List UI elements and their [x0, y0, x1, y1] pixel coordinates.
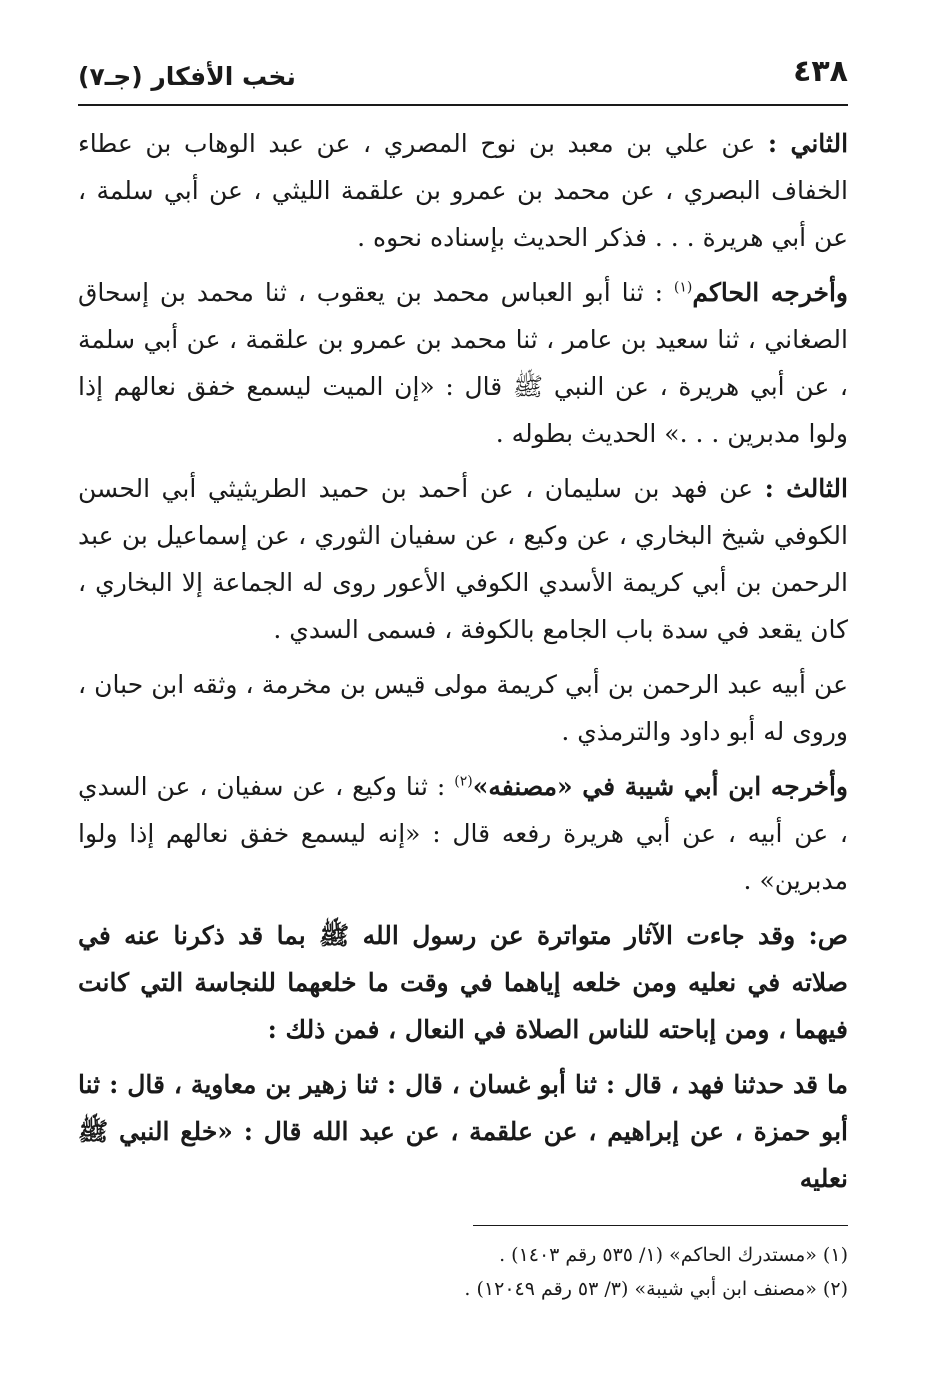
running-title: نخب الأفكار (جـ٧) — [78, 62, 296, 91]
footnote-item: (٢) «مصنف ابن أبي شيبة» (٣/ ٥٣ رقم ١٢٠٤٩) . — [464, 1278, 848, 1300]
paragraph-text: ما قد حدثنا فهد ، قال : ثنا أبو غسان ، قال : ثنا زهير بن معاوية ، قال : ثنا أبو حمزة ، عن إبراهيم ، عن علقمة ، عن عبد الله قال : «خلع النبي ﷺ نعليه — [78, 1070, 848, 1193]
paragraph-text: وقد جاءت الآثار متواترة عن رسول الله ﷺ بما قد ذكرنا عنه في صلاته في نعليه ومن خلعه إياهما في وقت ما خلعهما للنجاسة التي كانت فيهما ، ومن إباحته للناس الصلاة في النعال ، فمن ذلك : — [78, 921, 848, 1044]
paragraph-text: عن أبيه عبد الرحمن بن أبي كريمة مولى قيس بن مخرمة ، وثقه ابن حبان ، وروى له أبو داود والترمذي . — [78, 670, 848, 746]
paragraph-text: عن علي بن معبد بن نوح المصري ، عن عبد الوهاب بن عطاء الخفاف البصري ، عن محمد بن عمرو بن علقمة الليثي ، عن أبي سلمة ، عن أبي هريرة . . . فذكر الحديث بإسناده نحوه . — [78, 129, 848, 252]
footnotes — [78, 1238, 848, 1306]
paragraph-father — [78, 661, 848, 755]
paragraph-lead: وأخرجه الحاكم — [692, 278, 849, 307]
paragraph-lead: ص: — [808, 921, 848, 950]
paragraph-hadith-chain — [78, 1061, 848, 1202]
footnote-ref: (٢) — [454, 773, 473, 790]
paragraph-hakim — [78, 269, 848, 457]
header-rule — [78, 104, 848, 106]
paragraph-text: : ثنا أبو العباس محمد بن يعقوب ، ثنا محمد بن إسحاق الصغاني ، ثنا سعيد بن عامر ، ثنا محمد بن عمرو بن علقمة ، عن أبي سلمة ، عن أبي هريرة ، عن النبي ﷺ قال : «إن الميت ليسمع خفق نعالهم إذا ولوا مدبرين . . .» الحديث بطوله . — [78, 278, 848, 448]
paragraph-text: : ثنا وكيع ، عن سفيان ، عن السدي ، عن أبيه ، عن أبي هريرة رفعه قال : «إنه ليسمع خفق نعالهم إذا ولوا مدبرين» . — [78, 772, 848, 895]
page-number: ٤٣٨ — [793, 54, 848, 89]
paragraph-matn — [78, 912, 848, 1053]
paragraph-lead: وأخرجه ابن أبي شيبة في «مصنفه» — [472, 772, 848, 801]
footnote-rule — [473, 1225, 848, 1226]
page-header — [78, 50, 848, 100]
paragraph-second-chain — [78, 120, 848, 261]
paragraph-ibn-abi-shayba — [78, 763, 848, 904]
main-text — [78, 120, 848, 1210]
paragraph-third-chain — [78, 465, 848, 653]
paragraph-text: عن فهد بن سليمان ، عن أحمد بن حميد الطريثيثي أبي الحسن الكوفي شيخ البخاري ، عن وكيع ، عن سفيان الثوري ، عن إسماعيل بن عبد الرحمن بن أبي كريمة الأسدي الكوفي الأعور روى له الجماعة إلا البخاري ، كان يقعد في سدة باب الجامع بالكوفة ، فسمى السدي . — [78, 474, 848, 644]
footnote-ref: (١) — [673, 279, 693, 296]
paragraph-lead: الثالث : — [764, 474, 848, 503]
paragraph-lead: الثاني : — [767, 129, 849, 158]
footnote-item: (١) «مستدرك الحاكم» (١/ ٥٣٥ رقم ١٤٠٣) . — [499, 1244, 848, 1266]
